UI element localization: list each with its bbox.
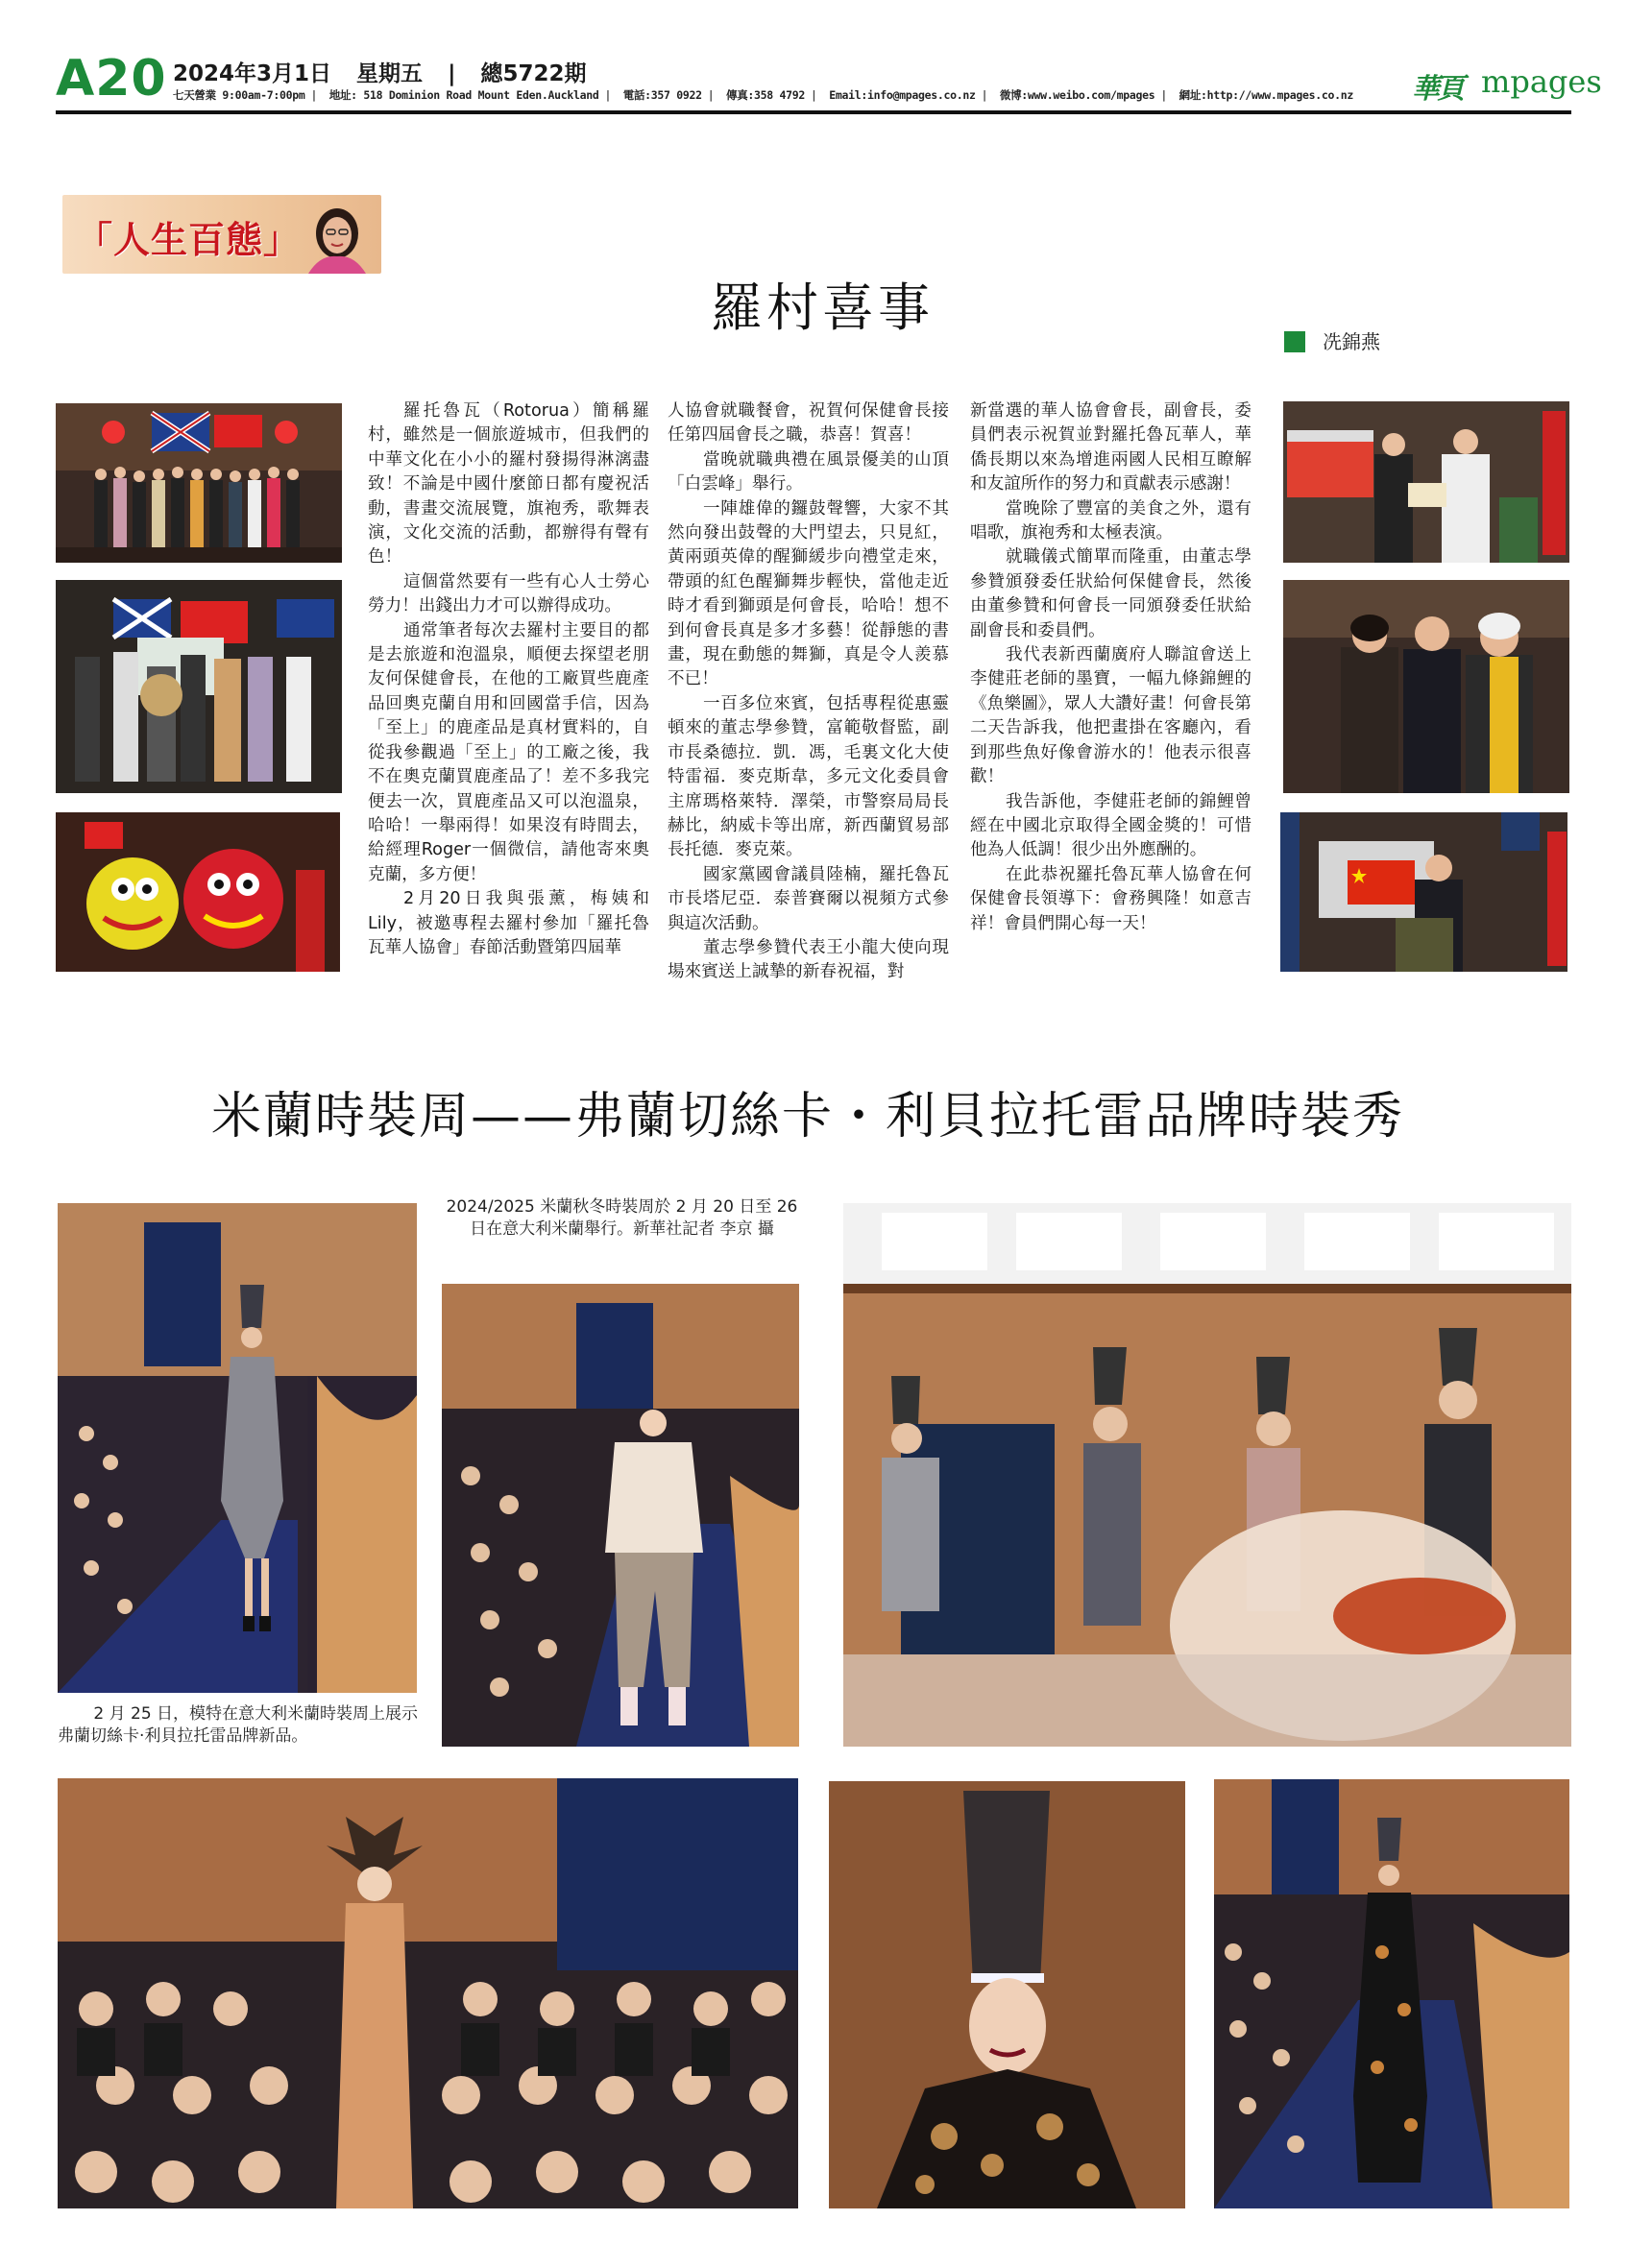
header-date-line	[173, 56, 604, 87]
paragraph: 新當選的華人協會會長，副會長，委員們表示祝賀並對羅托魯瓦華人，華僑長期以來為增進兩國人民相互瞭解和友誼所作的努力和貢獻表示感謝！	[970, 401, 1251, 495]
header-divider: |	[448, 61, 456, 86]
issue-date: 2024年3月1日	[173, 61, 332, 86]
photo-caption-top: 2024/2025 米蘭秋冬時裝周於 2 月 20 日至 26 日在意大利米蘭舉行。新華社記者 李京 攝	[446, 1197, 798, 1239]
page-number: A20	[56, 50, 167, 108]
photo-group-portrait	[56, 403, 342, 563]
weibo[interactable]: 微博:www.weibo.com/mpages	[999, 88, 1155, 102]
paragraph: 就職儀式簡單而隆重，由董志學參贊頒發委任狀給何保健會長，然後由董參贊和何會長一同頒發委任狀給副會長和委員們。	[970, 547, 1251, 640]
photo-runway-jacket	[442, 1284, 799, 1747]
business-hours: 七天營業 9:00am-7:00pm	[173, 88, 305, 102]
article2-title: 米蘭時裝周——弗蘭切絲卡・利貝拉托雷品牌時裝秀	[211, 1088, 1405, 1146]
logo-chinese: 華頁	[1412, 72, 1463, 105]
issue-weekday: 星期五	[356, 61, 424, 86]
author-name: 冼錦燕	[1323, 330, 1380, 353]
header-rule	[56, 110, 1571, 114]
photo-speech-podium	[1280, 812, 1567, 972]
paragraph: 國家黨國會議員陸楠，羅托魯瓦市長塔尼亞．泰普賽爾以視頻方式參與這次活動。	[668, 864, 949, 933]
address: 地址: 518 Dominion Road Mount Eden.Auckland	[328, 88, 599, 102]
header-contact-info: 七天營業 9:00am-7:00pm | 地址: 518 Dominion Road Mount Eden.Auckland | 電話:357 0922 | 傳真:358 4792 | Email:info@mpages.co.nz | 微博:www.weibo.com/mpages | 網址:http://www.mpages.co.nz	[173, 88, 1354, 102]
paragraph: 一陣雄偉的鑼鼓聲響，大家不其然向發出鼓聲的大門望去，只見紅，黃兩頭英偉的醒獅緩步向禮堂走來，帶頭的紅色醒獅舞步輕快，當他走近時才看到獅頭是何會長，哈哈！想不到何會長真是多才多藝！從靜態的書畫，現在動態的舞獅，真是令人羨慕不已！	[668, 498, 949, 689]
paragraph: 羅托魯瓦（Rotorua）簡稱羅村，雖然是一個旅遊城市，但我們的中華文化在小小的羅村發揚得淋漓盡致！不論是中國什麼節日都有慶祝活動，書畫交流展覽，旗袍秀，歌舞表演，文化交流的活動，都辦得有聲有色！	[368, 401, 649, 567]
article1-column-2	[668, 399, 949, 985]
paragraph: 人協會就職餐會，祝賀何保健會長接任第四屆會長之職，恭喜！賀喜！	[668, 401, 949, 446]
article1-column-1	[368, 399, 649, 960]
website[interactable]: 網址:http://www.mpages.co.nz	[1178, 88, 1354, 102]
paragraph: 在此恭祝羅托魯瓦華人協會在何保健會長領導下：會務興隆！如意吉祥！會員們開心每一天！	[970, 864, 1251, 933]
photo-lion-dance	[56, 812, 340, 972]
photo-runway-models-violinist	[843, 1203, 1571, 1747]
photo-model-closeup	[829, 1781, 1185, 2208]
paragraph: 董志學參贊代表王小龍大使向現場來賓送上誠摯的新春祝福，對	[668, 937, 949, 982]
email[interactable]: Email:info@mpages.co.nz	[829, 88, 976, 102]
article1-author	[1284, 326, 1380, 354]
column-banner	[62, 195, 381, 274]
paragraph: 這個當然要有一些有心人士勞心勞力！出錢出力才可以辦得成功。	[368, 571, 649, 616]
author-portrait-icon	[301, 201, 374, 274]
article1-column-3	[970, 399, 1251, 936]
paragraph: 通常筆者每次去羅村主要目的都是去旅遊和泡溫泉，順便去探望老朋友何保健會長，在他的工廠買些鹿產品回奧克蘭自用和回國當手信，因為「至上」的鹿產品是真材實料的，自從我參觀過「至上」的工廠之後，我不在奧克蘭買鹿產品了！差不多我完便去一次，買鹿產品又可以泡溫泉，哈哈！一舉兩得！如果沒有時間去，給經理Roger一個微信，請他寄來奧克蘭，多方便！	[368, 620, 649, 884]
author-marker-icon	[1284, 331, 1305, 352]
paragraph: 當晚就職典禮在風景優美的山頂「白雲峰」舉行。	[668, 449, 949, 495]
photo-three-guests	[1283, 580, 1569, 793]
photo-runway-crowd	[58, 1778, 798, 2208]
paragraph: 2月20日我與張薰，梅姨和Lily，被邀專程去羅村參加「羅托魯瓦華人協會」春節活動暨第四屆華	[368, 889, 649, 957]
column-banner-title: 「人生百態」	[76, 218, 302, 261]
phone: 電話:357 0922	[622, 88, 702, 102]
article1-title: 羅村喜事	[711, 277, 934, 338]
logo-english: mpages	[1481, 63, 1602, 100]
fax: 傳真:358 4792	[726, 88, 806, 102]
photo-award-ceremony	[56, 580, 342, 793]
photo-certificate-presentation	[1283, 401, 1569, 563]
photo-runway-black-dress	[1214, 1779, 1569, 2208]
photo-runway-silver-dress	[58, 1203, 417, 1693]
paragraph: 一百多位來賓，包括專程從惠靈頓來的董志學參贊，富範敬督監，副市長桑德拉．凱．馮，毛裏文化大使特雷福．麥克斯韋，多元文化委員會主席瑪格萊特．澤榮，市警察局局長赫比，納威卡等出席，新西蘭貿易部長托德．麥克萊。	[668, 693, 949, 860]
issue-number: 總5722期	[480, 61, 587, 86]
paragraph: 當晚除了豐富的美食之外，還有唱歌，旗袍秀和太極表演。	[970, 498, 1251, 543]
paragraph: 我代表新西蘭廣府人聯誼會送上李健莊老師的墨寶，一幅九條錦鯉的《魚樂圖》，眾人大讚好畫！何會長第二天告訴我，他把畫掛在客廳內，看到那些魚好像會游水的！他表示很喜歡！	[970, 645, 1251, 787]
mpages-logo	[1412, 63, 1602, 105]
paragraph: 我告訴他，李健莊老師的錦鯉曾經在中國北京取得全國金獎的！可惜他為人低調！很少出外應酬的。	[970, 791, 1251, 860]
photo-caption-left: 2 月 25 日，模特在意大利米蘭時裝周上展示弗蘭切絲卡·利貝拉托雷品牌新品。	[58, 1704, 419, 1746]
